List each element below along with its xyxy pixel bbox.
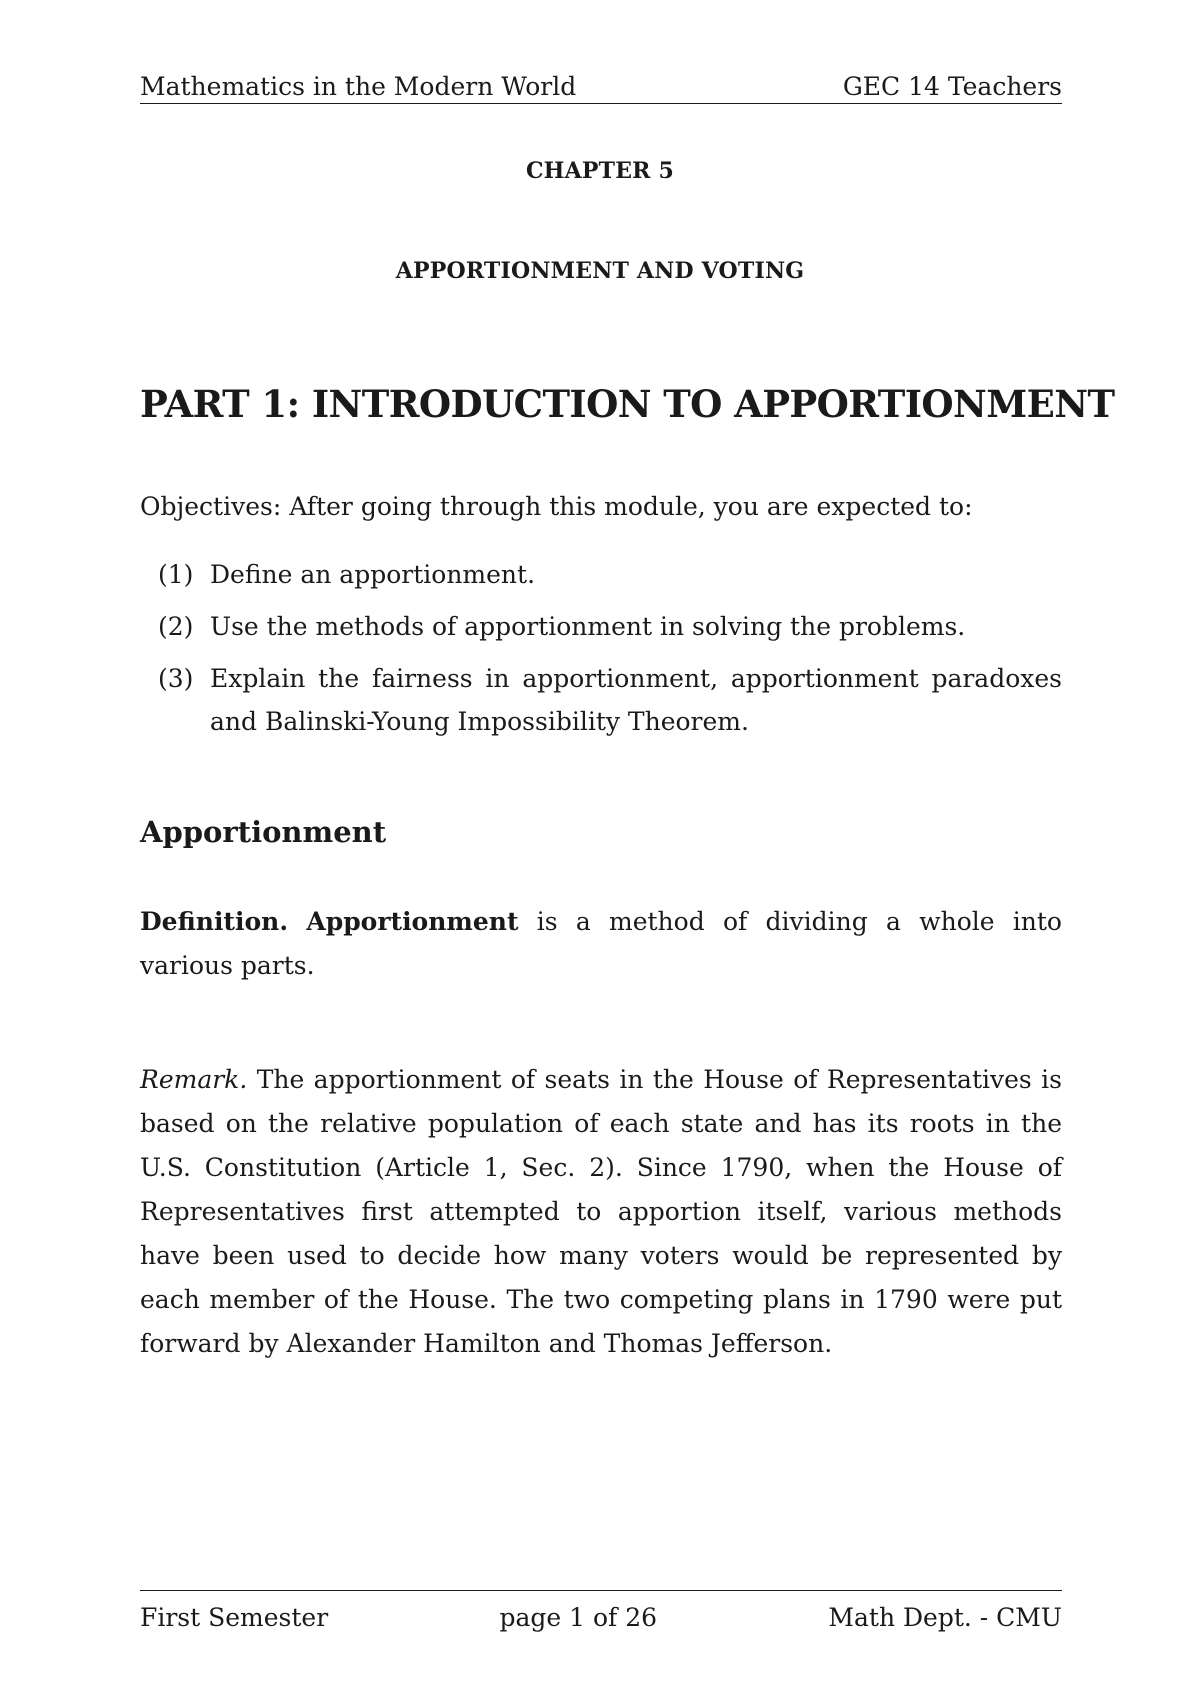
objective-item — [158, 657, 1062, 743]
page-header — [140, 64, 1062, 104]
header-course-title: Mathematics in the Modern World — [140, 72, 577, 101]
objective-number: (1) — [158, 560, 194, 589]
objective-item — [158, 605, 1062, 648]
objectives-list — [158, 553, 1062, 752]
objective-text: Use the methods of apportionment in solving the problems. — [210, 612, 966, 641]
remark-paragraph — [140, 1058, 1062, 1366]
objective-number: (3) — [158, 664, 194, 693]
definition-term: Apportionment — [306, 907, 519, 936]
definition-text: is a method of dividing a whole into various parts. — [140, 907, 1062, 980]
definition-paragraph — [140, 900, 1062, 988]
footer-semester: First Semester — [140, 1603, 329, 1632]
objective-text: Define an apportionment. — [210, 560, 536, 589]
remark-label: Remark. — [140, 1065, 248, 1094]
page-number: page 1 of 26 — [499, 1603, 658, 1632]
objectives-lead: Objectives: After going through this module, you are expected to: — [140, 492, 973, 521]
header-course-code: GEC 14 Teachers — [842, 72, 1062, 101]
objective-text: Explain the fairness in apportionment, apportionment paradoxes and Balinski-Young Impossibility Theorem. — [210, 664, 1062, 736]
section-title: Apportionment — [140, 815, 387, 849]
objective-item — [158, 553, 1062, 596]
remark-text: The apportionment of seats in the House of Representatives is based on the relative population of each state and has its roots in the U.S. Constitution (Article 1, Sec. 2). Since 1790, when the House of Representatives first attempted to apportion itself, various methods have been used to decide how many voters would be represented by each member of the House. The two competing plans in 1790 were put forward by Alexander Hamilton and Thomas Jefferson. — [140, 1065, 1062, 1358]
definition-label: Definition. — [140, 907, 289, 936]
page-footer — [140, 1590, 1062, 1632]
footer-department: Math Dept. - CMU — [828, 1603, 1062, 1632]
chapter-number: CHAPTER 5 — [525, 158, 675, 184]
part-title: PART 1: INTRODUCTION TO APPORTIONMENT — [140, 382, 1115, 426]
objective-number: (2) — [158, 612, 194, 641]
chapter-title: APPORTIONMENT AND VOTING — [395, 258, 805, 284]
